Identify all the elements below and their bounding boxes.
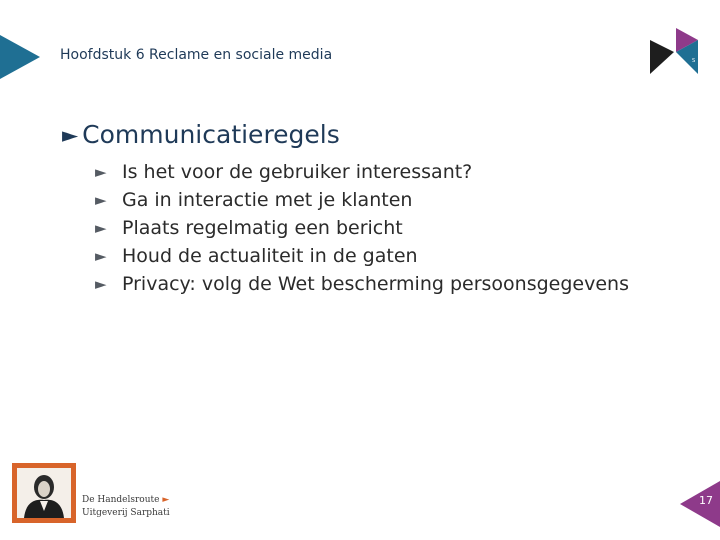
publisher-arrow-icon: ► [162,495,170,505]
emblem-logo [650,28,698,74]
publisher-portrait-logo [12,463,76,523]
page-number: 17 [699,494,713,507]
emblem-letter-top: R [667,38,671,44]
heading-arrow-icon: ► [62,122,79,147]
bullet-item [95,158,629,186]
bullet-list [95,158,629,298]
bullet-text: Privacy: volg de Wet bescherming persoonsgegevens [122,273,629,295]
bullet-text: Ga in interactie met je klanten [122,189,413,211]
emblem-left-triangle [650,40,674,74]
emblem-letter-bottom: S [692,58,696,64]
slide-heading [62,120,340,149]
bullet-text: Houd de actualiteit in de gaten [122,245,418,267]
heading-text: Communicatieregels [82,120,340,149]
publisher-line2: Uitgeverij Sarphati [82,508,170,518]
bullet-text: Is het voor de gebruiker interessant? [122,161,473,183]
publisher-line1: De Handelsroute [82,495,160,505]
bullet-arrow-icon: ► [95,219,107,237]
chapter-title: Hoofdstuk 6 Reclame en sociale media [60,47,333,63]
bullet-item [95,270,629,298]
bullet-text: Plaats regelmatig een bericht [122,217,403,239]
portrait-face [38,481,50,497]
corner-triangle-decoration [0,35,40,79]
bullet-arrow-icon: ► [95,247,107,265]
bullet-item [95,186,629,214]
bullet-arrow-icon: ► [95,275,107,293]
bullet-item [95,214,629,242]
publisher-name [82,494,170,520]
bullet-arrow-icon: ► [95,163,107,181]
bullet-arrow-icon: ► [95,191,107,209]
bullet-item [95,242,629,270]
